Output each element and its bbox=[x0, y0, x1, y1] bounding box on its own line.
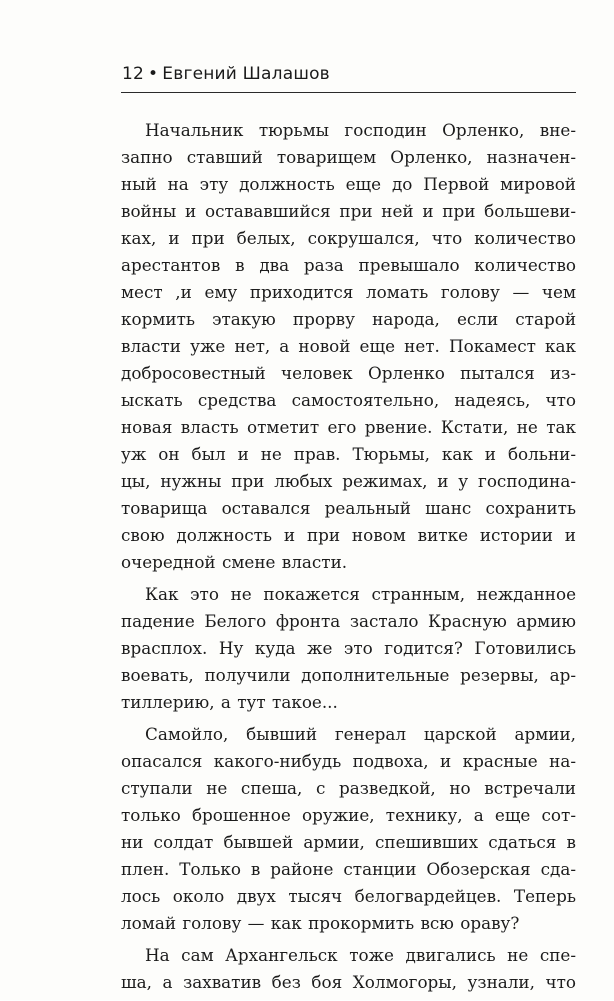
text-line: арестантов в два раза превышало количество bbox=[121, 255, 576, 275]
paragraph bbox=[121, 581, 576, 716]
paragraph bbox=[121, 721, 576, 937]
text-line: ступали не спеша, с разведкой, но встречали bbox=[121, 778, 576, 798]
text-line: свою должность и при новом витке истории и bbox=[121, 525, 576, 545]
text-line: ный на эту должность еще до Первой мировой bbox=[121, 174, 576, 194]
text-line: ыскать средства самостоятельно, надеясь, что bbox=[121, 390, 576, 410]
text-line: товарища оставался реальный шанс сохранить bbox=[121, 498, 576, 518]
text-line: запно ставший товарищем Орленко, назначен- bbox=[121, 147, 576, 167]
text-line: только брошенное оружие, технику, а еще сот- bbox=[121, 805, 576, 825]
text-line: тиллерию, а тут такое... bbox=[121, 692, 338, 712]
text-line: падение Белого фронта застало Красную армию bbox=[121, 611, 576, 631]
text-line: новая власть отметит его рвение. Кстати, не так bbox=[121, 417, 576, 437]
text-line: кормить этакую прорву народа, если старой bbox=[121, 309, 576, 329]
text-line: мест ,и ему приходится ломать голову — чем bbox=[121, 282, 576, 302]
text-line: уж он был и не прав. Тюрьмы, как и больни- bbox=[121, 444, 576, 464]
text-line: ша, а захватив без боя Холмогоры, узнали, что bbox=[121, 972, 576, 992]
text-line: войны и остававшийся при ней и при большеви- bbox=[121, 201, 576, 221]
header-separator: • bbox=[148, 64, 159, 84]
page-number: 12 bbox=[122, 64, 145, 84]
running-head bbox=[121, 58, 576, 93]
text-line: На сам Архангельск тоже двигались не спе- bbox=[145, 945, 576, 965]
text-line: воевать, получили дополнительные резервы, ар- bbox=[121, 665, 576, 685]
body-text bbox=[121, 117, 576, 1001]
paragraph bbox=[121, 117, 576, 576]
text-line: Как это не покажется странным, нежданное bbox=[145, 584, 576, 604]
text-line: лось около двух тысяч белогвардейцев. Теперь bbox=[121, 886, 576, 906]
text-line: власти уже нет, а новой еще нет. Покамест как bbox=[121, 336, 576, 356]
text-line: Начальник тюрьмы господин Орленко, вне- bbox=[145, 120, 576, 140]
text-line: цы, нужны при любых режимах, и у господина- bbox=[121, 471, 576, 491]
text-line: ломай голову — как прокормить всю ораву? bbox=[121, 913, 520, 933]
running-head-text bbox=[122, 64, 330, 84]
text-line: плен. Только в районе станции Обозерская сда- bbox=[121, 859, 576, 879]
author-name: Евгений Шалашов bbox=[162, 64, 330, 84]
text-line: ни солдат бывшей армии, спешивших сдаться в bbox=[121, 832, 576, 852]
text-line: врасплох. Ну куда же это годится? Готовились bbox=[121, 638, 576, 658]
text-line: опасался какого-нибудь подвоха, и красные на- bbox=[121, 751, 576, 771]
text-line: ках, и при белых, сокрушался, что количество bbox=[121, 228, 576, 248]
text-line: Самойло, бывший генерал царской армии, bbox=[145, 724, 576, 744]
text-line: добросовестный человек Орленко пытался из- bbox=[121, 363, 576, 383]
paragraph bbox=[121, 942, 576, 996]
text-line: очередной смене власти. bbox=[121, 552, 348, 572]
